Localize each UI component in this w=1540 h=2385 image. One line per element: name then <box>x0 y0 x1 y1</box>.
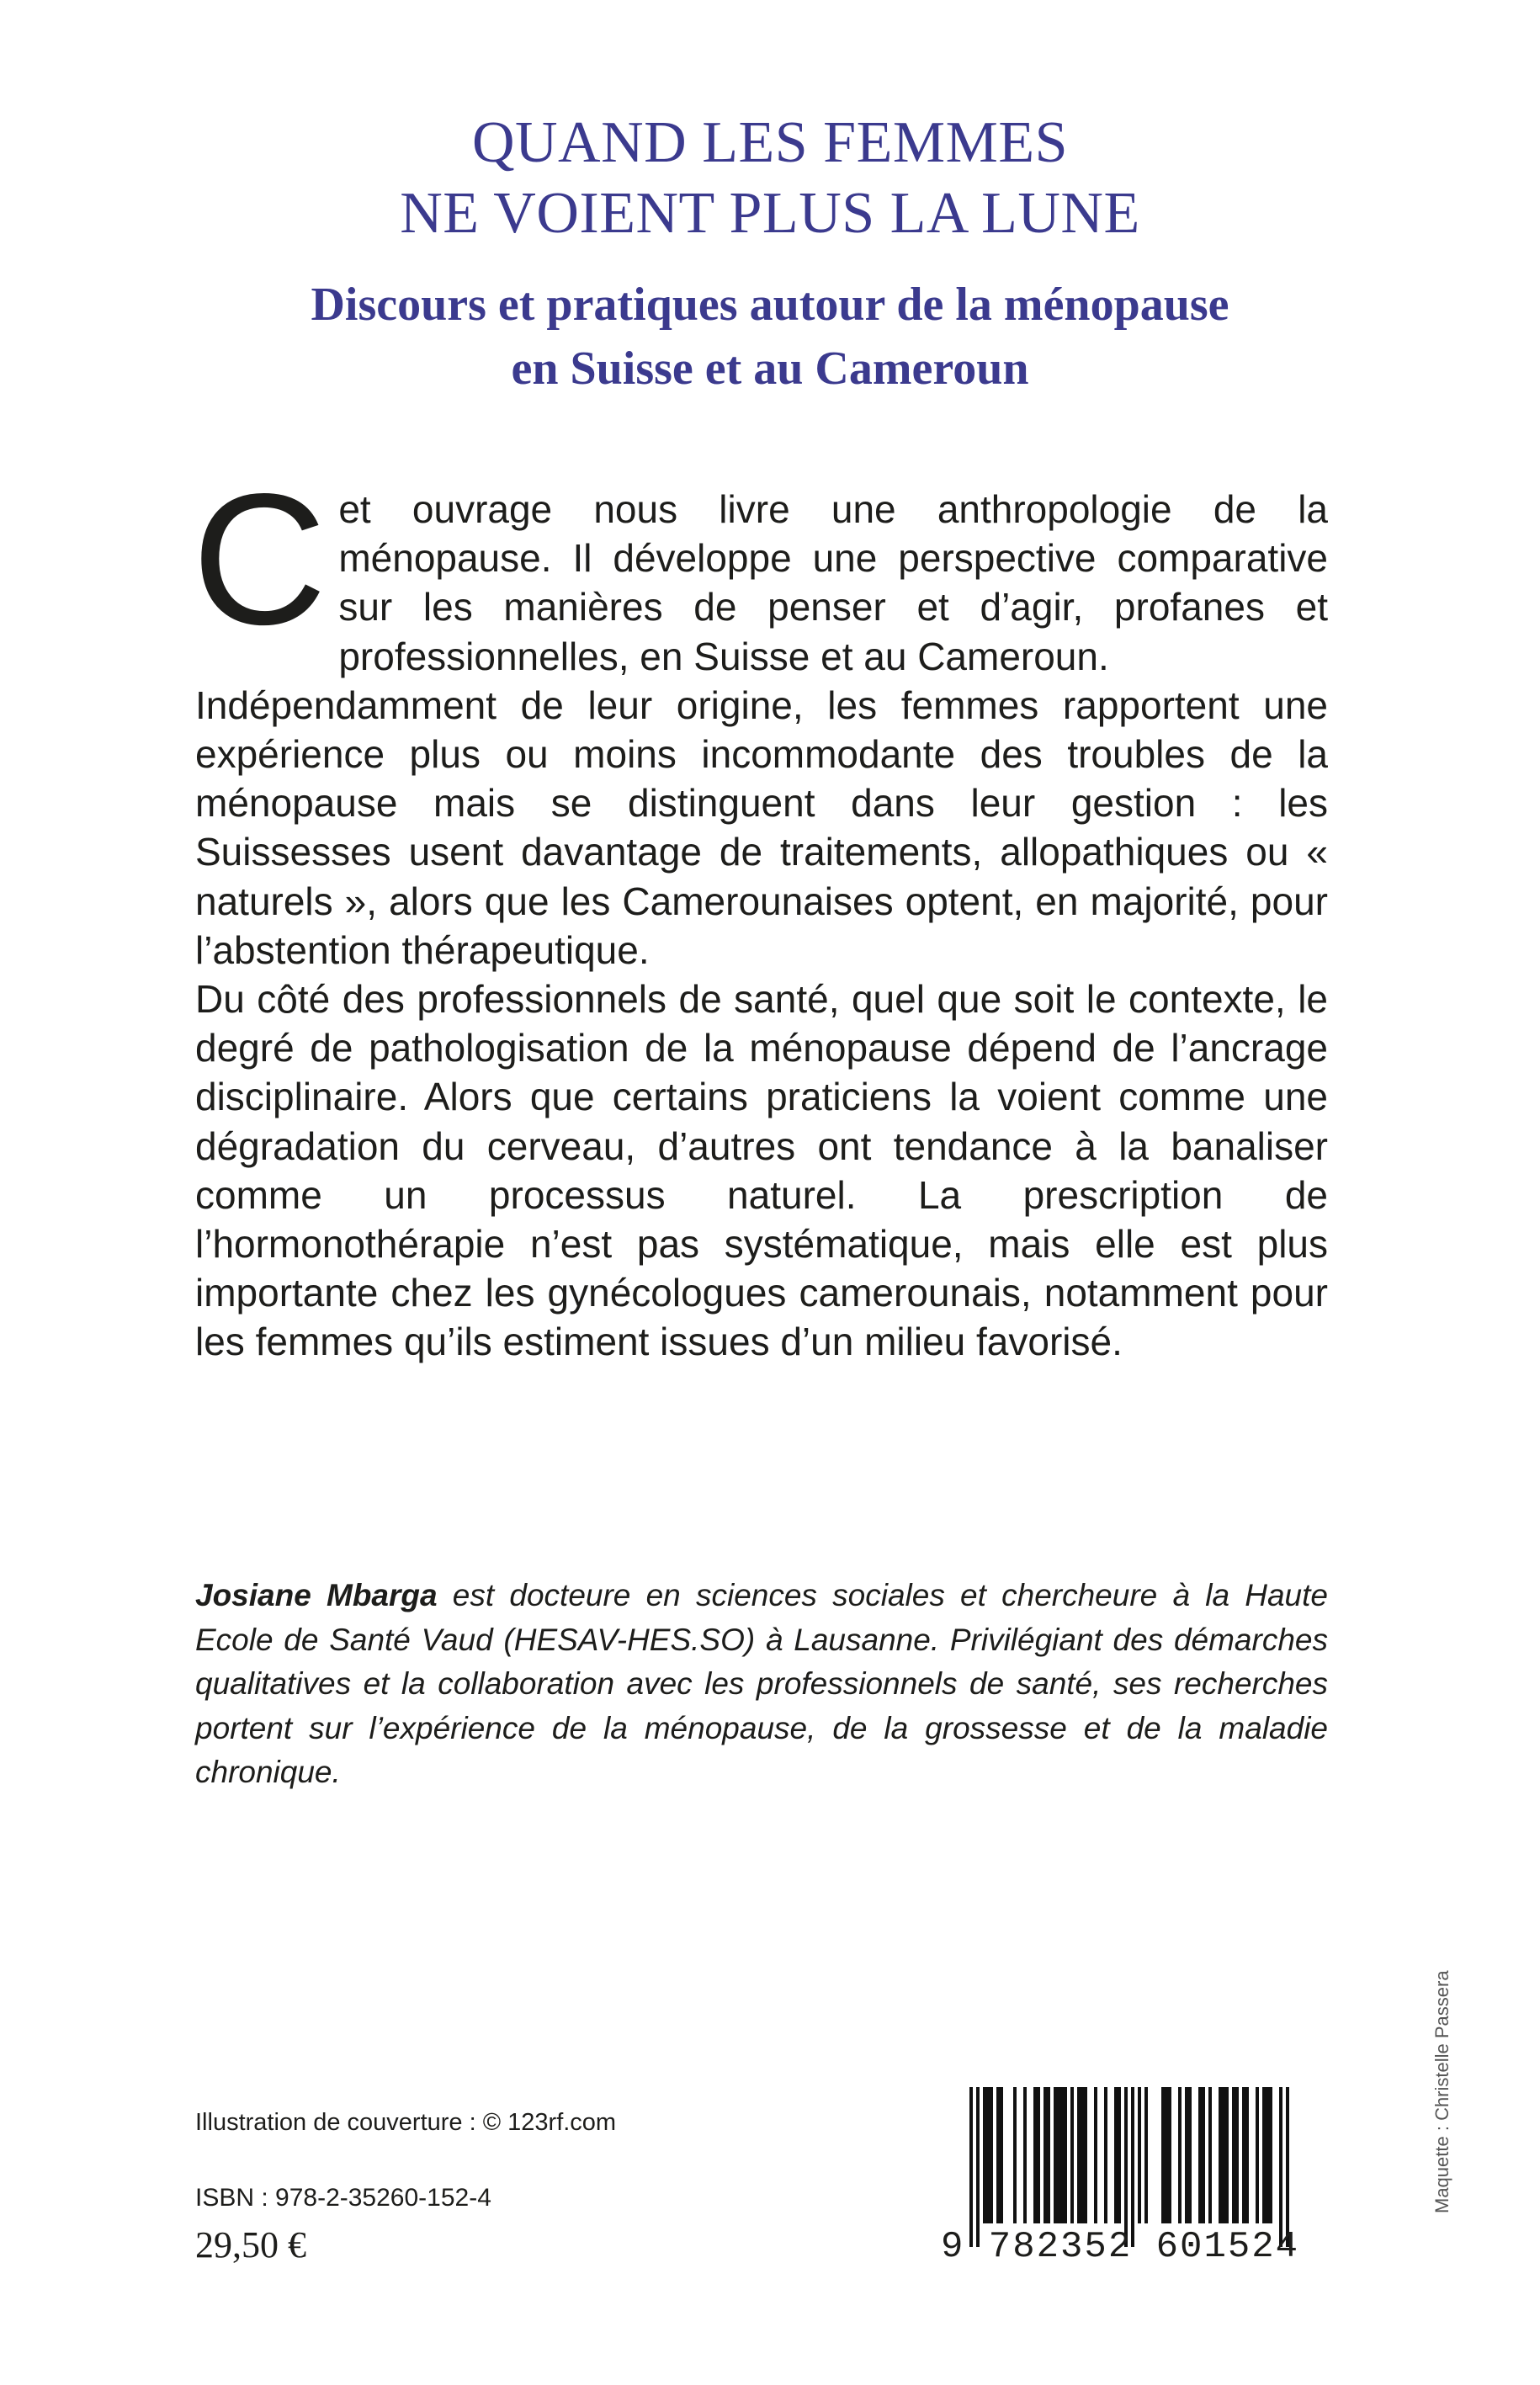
barcode-bar <box>1013 2087 1017 2223</box>
barcode-bar <box>1077 2087 1081 2223</box>
summary-text <box>192 455 1328 1367</box>
barcode-bar <box>1114 2087 1118 2223</box>
summary-paragraph-3: Du côté des professionnels de santé, quel que soit le contexte, le degré de pathologisation de la ménopause dépend de l’ancrage disciplinaire. Alors que certains praticiens la voient comme une dégradation du cerveau, d’autres ont tendance à la banaliser comme un processus naturel. La prescription de l’hormonothérapie n’est pas systématique, mais elle est plus importante chez les gynécologues camerounais, notamment pour les femmes qu’ils estiment issues d’un milieu favorisé. <box>195 977 1328 1364</box>
book-subtitle-line-2: en Suisse et au Cameroun <box>511 343 1029 395</box>
barcode-bar <box>1185 2087 1188 2223</box>
book-subtitle-line-1: Discours et pratiques autour de la ménopause <box>311 279 1229 331</box>
barcode-bar <box>1245 2087 1249 2223</box>
barcode-bar <box>1235 2087 1239 2223</box>
book-title-line-2: NE VOIENT PLUS LA LUNE <box>400 181 1140 246</box>
book-title <box>0 108 1540 249</box>
barcode-bar <box>1054 2087 1057 2223</box>
barcode-bar <box>1256 2087 1259 2223</box>
author-bio <box>195 1574 1328 1795</box>
author-name: Josiane Mbarga <box>195 1578 438 1612</box>
barcode-bar <box>1165 2087 1168 2223</box>
barcode-bar <box>1118 2087 1121 2223</box>
drop-cap: C <box>192 455 327 664</box>
barcode-bar <box>1188 2087 1192 2223</box>
barcode-bar <box>1043 2087 1047 2223</box>
barcode-bar <box>1033 2087 1037 2223</box>
barcode-bar <box>1202 2087 1205 2223</box>
barcode-bar <box>1178 2087 1182 2223</box>
barcode-bar <box>986 2087 990 2223</box>
barcode-bar <box>1070 2087 1074 2223</box>
barcode-bar <box>1168 2087 1171 2223</box>
barcode-bar <box>1081 2087 1084 2223</box>
barcode-bar <box>1023 2087 1027 2223</box>
barcode-bar <box>1266 2087 1269 2223</box>
barcode-bar <box>1208 2087 1212 2223</box>
layout-credit: Maquette : Christelle Passera <box>1431 1970 1452 2213</box>
barcode-bar <box>1104 2087 1107 2223</box>
barcode-bar <box>1222 2087 1225 2223</box>
barcode-bar <box>990 2087 993 2223</box>
barcode-bar <box>1000 2087 1003 2223</box>
book-subtitle <box>0 273 1540 401</box>
barcode-bar <box>1084 2087 1087 2223</box>
isbn: ISBN : 978-2-35260-152-4 <box>195 2184 491 2212</box>
barcode-bar <box>1047 2087 1050 2223</box>
barcode-bar <box>996 2087 1000 2223</box>
barcode-bar <box>1219 2087 1222 2223</box>
cover-illustration-credit: Illustration de couverture : © 123rf.com <box>195 2109 617 2136</box>
barcode-bar <box>1057 2087 1060 2223</box>
barcode-bar <box>1037 2087 1040 2223</box>
barcode-bar <box>1144 2087 1148 2223</box>
barcode-bar <box>1138 2087 1141 2223</box>
barcode-bar <box>1064 2087 1067 2223</box>
barcode-bar <box>1242 2087 1245 2223</box>
barcode-bar <box>1225 2087 1229 2223</box>
summary-paragraph-1 <box>192 455 1328 681</box>
book-title-line-1: QUAND LES FEMMES <box>471 110 1069 175</box>
barcode-bar <box>1161 2087 1165 2223</box>
barcode-bar <box>1198 2087 1202 2223</box>
barcode-bar <box>1269 2087 1272 2223</box>
summary-paragraph-1-text: et ouvrage nous livre une anthropologie de la ménopause. Il développe une perspective comparative sur les manières de penser et d’agir, profanes et professionnelles, en Suisse et au Cameroun. <box>338 487 1328 678</box>
price: 29,50 € <box>195 2224 306 2265</box>
barcode-digits: 9 782352 601524 <box>941 2226 1300 2268</box>
summary-paragraph-2: Indépendamment de leur origine, les femmes rapportent une expérience plus ou moins incommodante des troubles de la ménopause mais se distinguent dans leur gestion : les Suissesses usent davantage de traitements, allopathiques ou « naturels », alors que les Camerounaises optent, en majorité, pour l’abstention thérapeutique. <box>195 683 1328 972</box>
barcode-bar <box>983 2087 986 2223</box>
barcode-bar <box>1232 2087 1235 2223</box>
author-bio-text: est docteure en sciences sociales et chercheure à la Haute Ecole de Santé Vaud (HESAV-HES.SO) à Lausanne. Privilégiant des démarches qualitatives et la collaboration avec les professionnels de santé, ses recherches portent sur l’expérience de la ménopause, de la grossesse et de la maladie chronique. <box>195 1578 1328 1789</box>
barcode-bar <box>1060 2087 1064 2223</box>
barcode-bar <box>1262 2087 1266 2223</box>
barcode-bar <box>1094 2087 1097 2223</box>
